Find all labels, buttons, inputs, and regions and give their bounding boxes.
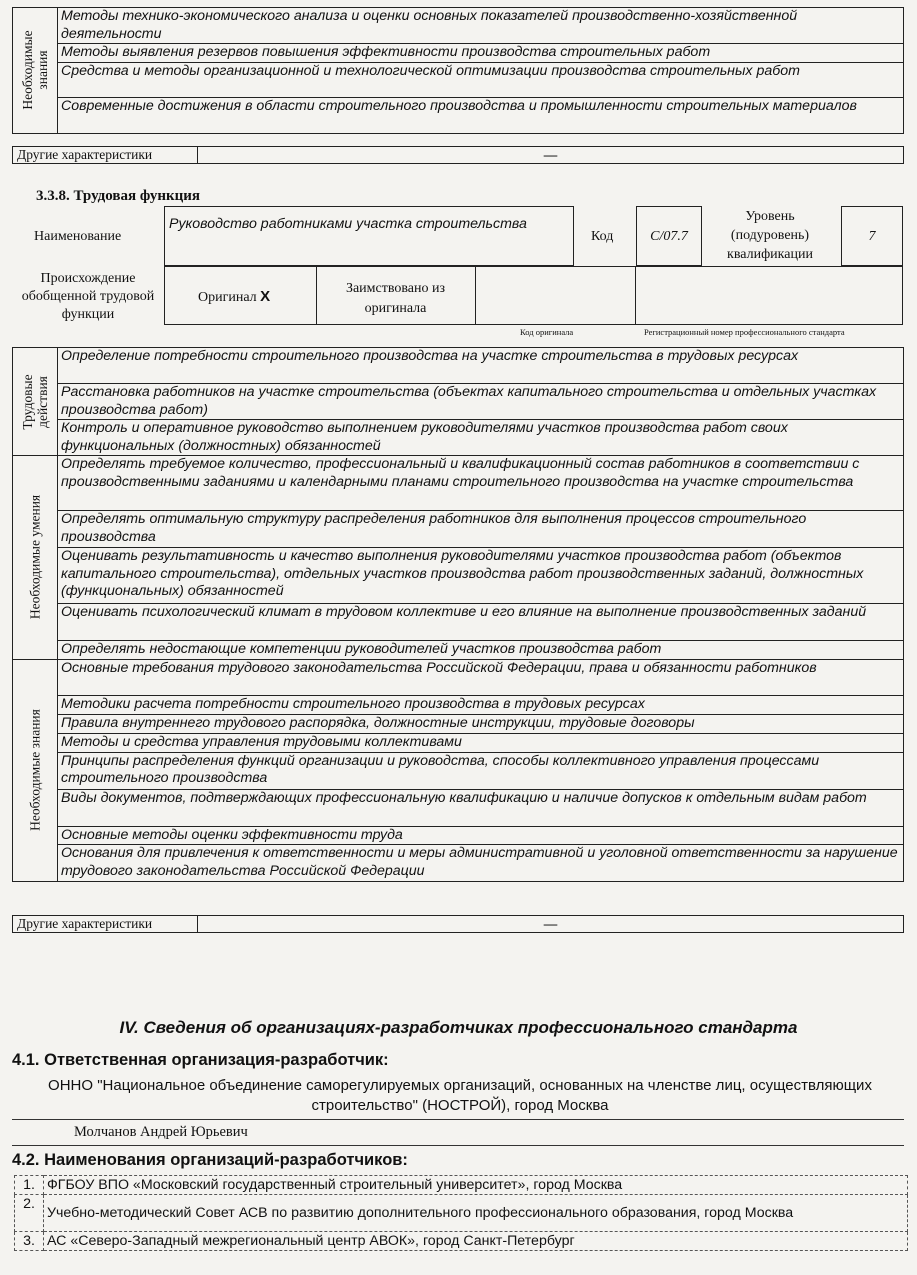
name-value-box bbox=[164, 206, 574, 266]
top-knowledge-table bbox=[12, 7, 904, 134]
org-name: АС «Северо-Западный межрегиональный центр АВОК», город Санкт-Петербург bbox=[44, 1232, 908, 1251]
original-cell bbox=[165, 267, 317, 324]
org-num: 3. bbox=[15, 1232, 44, 1251]
knowledge-item: Основные методы оценки эффективности труда bbox=[58, 826, 904, 845]
other-label: Другие характеристики bbox=[13, 916, 198, 933]
knowledge-label-cell bbox=[13, 8, 58, 134]
org-name: ФГБОУ ВПО «Московский государственный строительный университет», город Москва bbox=[44, 1176, 908, 1195]
responsible-person: Молчанов Андрей Юрьевич bbox=[74, 1124, 248, 1140]
knowledge-item: Средства и методы организационной и технологической оптимизации производства строительных работ bbox=[58, 62, 904, 97]
knowledge-item: Основания для привлечения к ответственности и меры административной и уголовной ответственности за нарушение трудового законодательства Российской Федерации bbox=[58, 845, 904, 882]
origin-label: Происхождение обобщенной трудовой функции bbox=[21, 271, 155, 322]
knowledge-label-cell-2 bbox=[13, 659, 58, 882]
knowledge-item: Виды документов, подтверждающих профессиональную квалификацию и наличие допусков к отдельным видам работ bbox=[58, 789, 904, 826]
knowledge-item: Методы выявления резервов повышения эффективности производства строительных работ bbox=[58, 44, 904, 63]
action-item: Расстановка работников на участке строительства (объектах капитального строительства и отдельных участках производства работ) bbox=[58, 384, 904, 420]
borrowed-cell bbox=[316, 267, 476, 324]
section-sub1: 4.1. Ответственная организация-разработчик: bbox=[12, 1051, 389, 1069]
knowledge-item: Принципы распределения функций организации и руководства, способы коллективного управления процессами строительного производства bbox=[58, 752, 904, 789]
skills-label: Необходимые умения bbox=[27, 495, 43, 620]
action-item: Определение потребности строительного производства на участке строительства в трудовых ресурсах bbox=[58, 348, 904, 384]
section-title: IV. Сведения об организациях-разработчиках профессионального стандарта bbox=[119, 1018, 798, 1037]
other-label: Другие характеристики bbox=[13, 147, 198, 164]
org-num: 2. bbox=[15, 1195, 44, 1232]
skill-item: Оценивать психологический климат в трудовом коллективе и его влияние на выполнение производственных заданий bbox=[58, 604, 904, 641]
org-row bbox=[15, 1176, 908, 1195]
skills-label-cell bbox=[13, 456, 58, 660]
reg-number-caption: Регистрационный номер профессионального стандарта bbox=[644, 327, 845, 337]
knowledge-label: Необходимые знания bbox=[20, 30, 50, 110]
level-value-box bbox=[841, 206, 903, 266]
skill-item: Определять требуемое количество, профессиональный и квалификационный состав работников в соответствии с производственными заданиями и календарными планами строительного производства на участке строительства bbox=[58, 456, 904, 511]
details-other-table bbox=[12, 915, 904, 933]
other-value: — bbox=[198, 916, 904, 933]
code-original-cell bbox=[475, 267, 636, 324]
skill-item: Определять недостающие компетенции руководителей участков производства работ bbox=[58, 641, 904, 660]
name-value: Руководство работниками участка строительства bbox=[169, 216, 527, 232]
org-divider bbox=[12, 1119, 904, 1120]
name-label: Наименование bbox=[34, 229, 122, 244]
knowledge-item: Методы и средства управления трудовыми коллективами bbox=[58, 733, 904, 752]
actions-label-cell bbox=[13, 348, 58, 456]
top-other-table bbox=[12, 146, 904, 164]
org-name: Учебно-методический Совет АСВ по развитию дополнительного профессионального образования, город Москва bbox=[44, 1195, 908, 1232]
knowledge-item: Правила внутреннего трудового распорядка, должностные инструкции, трудовые договоры bbox=[58, 714, 904, 733]
knowledge-label-2: Необходимые знания bbox=[27, 709, 43, 832]
skill-item: Оценивать результативность и качество выполнения руководителями участков производства работ (объектов капитального строительства), отдельных участков производства работ производственных заданий, должностных (функциональных) обязанностей bbox=[58, 548, 904, 604]
original-label: Оригинал bbox=[198, 290, 257, 305]
skill-item: Определять оптимальную структуру распределения работников для выполнения процессов строительного производства bbox=[58, 511, 904, 548]
other-value: — bbox=[198, 147, 904, 164]
original-mark: X bbox=[260, 288, 271, 305]
person-divider bbox=[12, 1145, 904, 1146]
level-label: Уровень (подуровень) квалификации bbox=[727, 209, 813, 262]
code-value-box bbox=[636, 206, 702, 266]
org-num: 1. bbox=[15, 1176, 44, 1195]
orgs-table bbox=[14, 1175, 908, 1251]
knowledge-item: Методики расчета потребности строительного производства в трудовых ресурсах bbox=[58, 695, 904, 714]
code-label: Код bbox=[591, 229, 614, 244]
origin-box bbox=[164, 266, 903, 325]
function-heading: 3.3.8. Трудовая функция bbox=[36, 188, 201, 204]
code-original-caption: Код оригинала bbox=[520, 327, 574, 337]
level-value: 7 bbox=[868, 229, 876, 244]
org-row bbox=[15, 1195, 908, 1232]
knowledge-item: Современные достижения в области строительного производства и промышленности строительных материалов bbox=[58, 97, 904, 133]
knowledge-item: Основные требования трудового законодательства Российской Федерации, права и обязанности работников bbox=[58, 659, 904, 695]
borrowed-label: Заимствовано из оригинала bbox=[345, 281, 446, 316]
responsible-org: ОННО "Национальное объединение саморегулируемых организаций, основанных на членстве лиц, осуществляющих строительство" (НОСТРОЙ), город Москва bbox=[48, 1077, 872, 1114]
org-row bbox=[15, 1232, 908, 1251]
section-sub2: 4.2. Наименования организаций-разработчиков: bbox=[12, 1151, 408, 1169]
knowledge-item: Методы технико-экономического анализа и оценки основных показателей производственно-хозяйственной деятельности bbox=[58, 8, 904, 44]
actions-label: Трудовые действия bbox=[20, 373, 50, 430]
details-table bbox=[12, 347, 904, 882]
code-value: C/07.7 bbox=[650, 229, 688, 244]
action-item: Контроль и оперативное руководство выполнением руководителями участков производства работ своих функциональных (должностных) обязанностей bbox=[58, 420, 904, 456]
